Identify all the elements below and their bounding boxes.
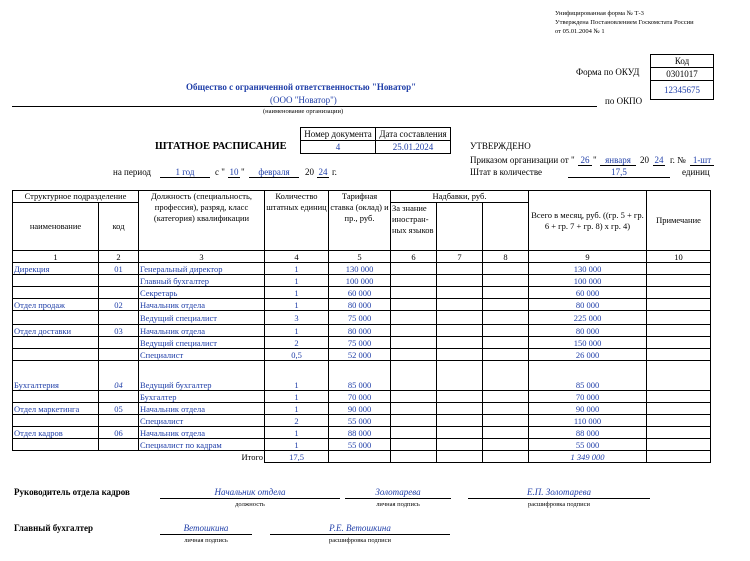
units-cell: 1 — [265, 439, 329, 451]
allowance-cell — [437, 325, 483, 337]
total-cell: 88 000 — [529, 427, 647, 439]
allowance-cell — [391, 275, 437, 287]
division-code-cell — [99, 391, 139, 403]
form-header-line1: Унифицированная форма № Т-3 — [555, 10, 644, 17]
division-code-cell: 01 — [99, 263, 139, 275]
total-cell: 130 000 — [529, 263, 647, 275]
division-name-cell — [13, 337, 99, 349]
allowance-cell — [391, 361, 437, 391]
period-value: 1 год — [160, 167, 210, 178]
rate-cell: 90 000 — [329, 403, 391, 415]
rate-cell: 85 000 — [329, 361, 391, 391]
hr-name-caption: расшифровка подписи — [527, 501, 591, 508]
division-code-cell — [99, 311, 139, 325]
approval-title: УТВЕРЖДЕНО — [470, 141, 531, 151]
acc-signature: Ветошкина — [183, 523, 229, 533]
note-cell — [647, 349, 711, 361]
organization-name: Общество с ограниченной ответственностью "Новатор" — [186, 82, 417, 92]
division-name-cell: Дирекция — [13, 263, 99, 275]
allowance-cell — [391, 349, 437, 361]
acc-signature-line — [160, 534, 252, 535]
rate-cell: 75 000 — [329, 337, 391, 349]
allowance-cell — [437, 439, 483, 451]
rate-cell: 80 000 — [329, 325, 391, 337]
totals-units: 17,5 — [265, 451, 329, 463]
from-year-prefix: 20 — [305, 167, 314, 177]
allowance-cell — [391, 263, 437, 275]
header-division: Структурное подразделение — [13, 191, 139, 203]
units-cell: 3 — [265, 311, 329, 325]
allowance-cell — [437, 275, 483, 287]
acc-name-caption: расшифровка подписи — [328, 537, 392, 544]
column-number: 9 — [529, 251, 647, 263]
division-name-cell — [13, 415, 99, 427]
table-row — [13, 349, 711, 361]
column-number: 6 — [391, 251, 437, 263]
header-division-code: код — [99, 203, 139, 251]
division-name-cell: Отдел кадров — [13, 427, 99, 439]
table-row — [13, 427, 711, 439]
position-cell: Специалист по кадрам — [139, 439, 265, 451]
hr-position-line — [160, 498, 340, 499]
document-table — [300, 127, 451, 154]
column-number: 8 — [483, 251, 529, 263]
doc-date-header: Дата составления — [376, 128, 451, 141]
total-cell: 110 000 — [529, 415, 647, 427]
division-name-cell: Отдел продаж — [13, 299, 99, 311]
column-numbers-row — [13, 251, 711, 263]
division-code-cell: 03 — [99, 325, 139, 337]
allowance-cell — [437, 361, 483, 391]
document-title: ШТАТНОЕ РАСПИСАНИЕ — [155, 141, 287, 152]
doc-number-header: Номер документа — [301, 128, 376, 141]
division-code-cell: 05 — [99, 403, 139, 415]
total-cell: 60 000 — [529, 287, 647, 299]
approval-order-year: 24 — [654, 155, 664, 165]
units-cell: 1 — [265, 299, 329, 311]
units-cell: 1 — [265, 403, 329, 415]
approval-order-no: 1-шт — [690, 155, 714, 166]
total-cell: 80 000 — [529, 299, 647, 311]
note-cell — [647, 311, 711, 325]
hr-name-line — [468, 498, 650, 499]
total-cell: 80 000 — [529, 325, 647, 337]
hr-position: Начальник отдела — [214, 487, 286, 497]
totals-a3 — [483, 451, 529, 463]
approval-order-day: 26 — [578, 155, 592, 166]
allowance-cell — [437, 337, 483, 349]
units-cell: 0,5 — [265, 349, 329, 361]
column-number: 10 — [647, 251, 711, 263]
division-code-cell — [99, 275, 139, 287]
division-name-cell — [13, 391, 99, 403]
totals-rate — [329, 451, 391, 463]
approval-order-month: января — [600, 155, 636, 166]
totals-note — [647, 451, 711, 463]
organization-underline — [12, 106, 597, 107]
table-row — [13, 391, 711, 403]
allowance-cell — [437, 263, 483, 275]
position-cell: Начальник отдела — [139, 325, 265, 337]
rate-cell: 55 000 — [329, 439, 391, 451]
note-cell — [647, 325, 711, 337]
position-cell: Секретарь — [139, 287, 265, 299]
total-cell: 26 000 — [529, 349, 647, 361]
staffing-rows — [13, 263, 711, 451]
division-name-cell: Отдел доставки — [13, 325, 99, 337]
from-year-suffix: г. — [332, 167, 337, 177]
division-name-cell: Отдел маркетинга — [13, 403, 99, 415]
total-cell: 150 000 — [529, 337, 647, 349]
hr-signature-caption: личная подпись — [376, 501, 420, 508]
allowance-cell — [437, 311, 483, 325]
column-number: 7 — [437, 251, 483, 263]
okpo-label: по ОКПО — [605, 96, 643, 106]
allowance-cell — [483, 349, 529, 361]
units-cell: 1 — [265, 361, 329, 391]
doc-date: 25.01.2024 — [376, 141, 451, 154]
header-allowances: Надбавки, руб. — [391, 191, 529, 203]
rate-cell: 52 000 — [329, 349, 391, 361]
rate-cell: 55 000 — [329, 415, 391, 427]
table-row — [13, 325, 711, 337]
allowance-cell — [391, 427, 437, 439]
position-cell: Специалист — [139, 349, 265, 361]
units-cell: 1 — [265, 391, 329, 403]
header-rate: Тарифная ставка (оклад) и пр., руб. — [329, 191, 391, 251]
division-code-cell — [99, 337, 139, 349]
allowance-cell — [391, 439, 437, 451]
hr-signature-label: Руководитель отдела кадров — [14, 487, 130, 497]
totals-a2 — [437, 451, 483, 463]
rate-cell: 80 000 — [329, 299, 391, 311]
position-cell: Ведущий бухгалтер — [139, 361, 265, 391]
total-cell: 85 000 — [529, 361, 647, 391]
division-name-cell — [13, 287, 99, 299]
division-code-cell — [99, 287, 139, 299]
allowance-cell — [391, 287, 437, 299]
division-name-cell — [13, 311, 99, 325]
header-allowance-language: За знание иностран-ных языков — [391, 203, 437, 251]
table-row — [13, 439, 711, 451]
position-cell: Генеральный директор — [139, 263, 265, 275]
units-cell: 1 — [265, 325, 329, 337]
allowance-cell — [391, 391, 437, 403]
totals-a1 — [391, 451, 437, 463]
division-name-cell — [13, 349, 99, 361]
position-cell: Начальник отдела — [139, 427, 265, 439]
from-label: с " — [215, 167, 225, 177]
note-cell — [647, 427, 711, 439]
position-cell: Ведущий специалист — [139, 311, 265, 325]
rate-cell: 60 000 — [329, 287, 391, 299]
rate-cell: 70 000 — [329, 391, 391, 403]
allowance-cell — [483, 263, 529, 275]
table-row — [13, 361, 711, 391]
division-code-cell: 02 — [99, 299, 139, 311]
table-row — [13, 263, 711, 275]
rate-cell: 130 000 — [329, 263, 391, 275]
okud-value: 0301017 — [651, 68, 714, 81]
from-month: февраля — [249, 167, 299, 178]
staff-unit: единиц — [682, 167, 710, 177]
division-code-cell: 06 — [99, 427, 139, 439]
okud-label: Форма по ОКУД — [576, 67, 640, 77]
units-cell: 1 — [265, 427, 329, 439]
allowance-cell — [391, 337, 437, 349]
note-cell — [647, 361, 711, 391]
allowance-cell — [483, 275, 529, 287]
staffing-table — [12, 190, 711, 463]
total-cell: 100 000 — [529, 275, 647, 287]
units-cell: 2 — [265, 337, 329, 349]
header-division-name: наименование — [13, 203, 99, 251]
allowance-cell — [483, 439, 529, 451]
note-cell — [647, 391, 711, 403]
acc-name-line — [270, 534, 450, 535]
allowance-cell — [391, 325, 437, 337]
doc-number: 4 — [301, 141, 376, 154]
approval-order-quote: " — [593, 155, 597, 165]
from-year: 24 — [318, 167, 328, 177]
column-number: 4 — [265, 251, 329, 263]
allowance-cell — [483, 403, 529, 415]
organization-short-name: (ООО "Новатор") — [270, 95, 337, 105]
total-cell: 70 000 — [529, 391, 647, 403]
allowance-cell — [391, 415, 437, 427]
allowance-cell — [483, 287, 529, 299]
form-header-line3: от 05.01.2004 № 1 — [555, 28, 605, 35]
allowance-cell — [483, 415, 529, 427]
table-row — [13, 275, 711, 287]
column-number: 3 — [139, 251, 265, 263]
position-cell: Начальник отдела — [139, 403, 265, 415]
note-cell — [647, 275, 711, 287]
allowance-cell — [483, 391, 529, 403]
table-row — [13, 299, 711, 311]
from-quote: " — [241, 167, 245, 177]
note-cell — [647, 287, 711, 299]
organization-caption: (наименование организации) — [263, 108, 344, 115]
header-allowance-2 — [437, 203, 483, 251]
allowance-cell — [483, 427, 529, 439]
division-code-cell — [99, 415, 139, 427]
allowance-cell — [437, 391, 483, 403]
note-cell — [647, 439, 711, 451]
division-name-cell: Бухгалтерия — [13, 361, 99, 391]
division-name-cell — [13, 439, 99, 451]
division-code-cell — [99, 439, 139, 451]
table-row — [13, 287, 711, 299]
units-cell: 1 — [265, 263, 329, 275]
rate-cell: 100 000 — [329, 275, 391, 287]
allowance-cell — [391, 299, 437, 311]
hr-signature: Золотарева — [375, 487, 421, 497]
note-cell — [647, 337, 711, 349]
allowance-cell — [391, 311, 437, 325]
from-day: 10 — [229, 167, 239, 177]
allowance-cell — [437, 287, 483, 299]
total-cell: 55 000 — [529, 439, 647, 451]
hr-position-caption: должность — [235, 501, 265, 508]
staff-label: Штат в количестве — [470, 167, 543, 177]
okpo-value: 12345675 — [651, 81, 714, 100]
rate-cell: 88 000 — [329, 427, 391, 439]
allowance-cell — [437, 403, 483, 415]
total-cell: 90 000 — [529, 403, 647, 415]
column-number: 1 — [13, 251, 99, 263]
approval-order-label: Приказом организации от " — [470, 155, 575, 165]
position-cell: Бухгалтер — [139, 391, 265, 403]
units-cell: 1 — [265, 275, 329, 287]
column-number: 5 — [329, 251, 391, 263]
header-note: Примечание — [647, 191, 711, 251]
position-cell: Начальник отдела — [139, 299, 265, 311]
allowance-cell — [437, 349, 483, 361]
position-cell: Специалист — [139, 415, 265, 427]
form-header-line2: Утверждена Постановлением Госкомстата России — [555, 19, 694, 26]
division-code-cell — [99, 349, 139, 361]
acc-signature-label: Главный бухгалтер — [14, 523, 94, 533]
approval-year-prefix: 20 — [640, 155, 649, 165]
header-position: Должность (специальность, профессия), разряд, класс (категория) квалификации — [139, 191, 265, 251]
kod-header: Код — [651, 55, 714, 68]
header-units: Количество штатных единиц — [265, 191, 329, 251]
allowance-cell — [483, 325, 529, 337]
allowance-cell — [437, 299, 483, 311]
staff-value: 17,5 — [568, 167, 670, 178]
column-number: 2 — [99, 251, 139, 263]
table-row — [13, 415, 711, 427]
rate-cell: 75 000 — [329, 311, 391, 325]
header-total: Всего в месяц, руб. ((гр. 5 + гр. 6 + гр. 7 + гр. 8) х гр. 4) — [529, 191, 647, 251]
note-cell — [647, 299, 711, 311]
allowance-cell — [483, 299, 529, 311]
codes-table — [650, 54, 714, 100]
period-label: на период — [113, 167, 152, 177]
total-cell: 225 000 — [529, 311, 647, 325]
position-cell: Главный бухгалтер — [139, 275, 265, 287]
hr-name: Е.П. Золотарева — [527, 487, 591, 497]
note-cell — [647, 263, 711, 275]
totals-label: Итого — [241, 451, 263, 462]
approval-order-no-label: г. № — [670, 155, 686, 165]
totals-total: 1 349 000 — [529, 451, 647, 463]
allowance-cell — [483, 337, 529, 349]
totals-row — [13, 451, 711, 463]
table-row — [13, 311, 711, 325]
allowance-cell — [437, 427, 483, 439]
table-row — [13, 403, 711, 415]
units-cell: 2 — [265, 415, 329, 427]
allowance-cell — [437, 415, 483, 427]
note-cell — [647, 403, 711, 415]
acc-signature-caption: личная подпись — [184, 537, 228, 544]
hr-signature-line — [345, 498, 451, 499]
allowance-cell — [391, 403, 437, 415]
acc-name: Р.Е. Ветошкина — [329, 523, 391, 533]
division-code-cell: 04 — [99, 361, 139, 391]
division-name-cell — [13, 275, 99, 287]
table-row — [13, 337, 711, 349]
position-cell: Ведущий специалист — [139, 337, 265, 349]
header-allowance-3 — [483, 203, 529, 251]
note-cell — [647, 415, 711, 427]
allowance-cell — [483, 361, 529, 391]
allowance-cell — [483, 311, 529, 325]
units-cell: 1 — [265, 287, 329, 299]
